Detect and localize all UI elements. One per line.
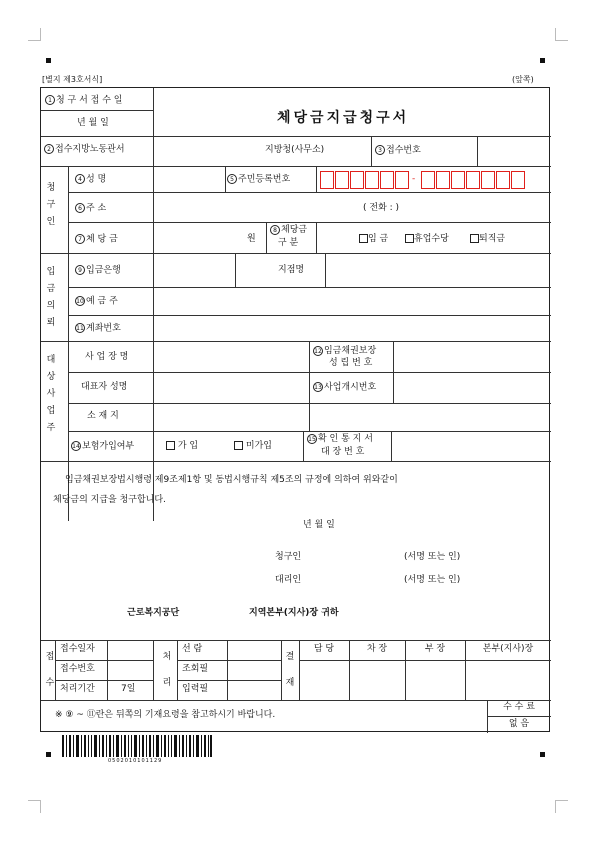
form-reference: [별지 제3호서식] bbox=[42, 75, 103, 84]
phone-field[interactable]: ( 전화 : ) bbox=[363, 203, 400, 213]
approval-group-label: 결재 bbox=[285, 652, 295, 688]
bank-label: 9 입금은행 bbox=[75, 265, 121, 277]
fee-label: 수 수 료 bbox=[503, 702, 535, 712]
receipt-number-row-label: 접수번호 bbox=[60, 664, 95, 674]
payment-type-label: 8 체당금 구 분 bbox=[270, 224, 307, 250]
registration-mark bbox=[540, 752, 545, 757]
form-title: 체당금지급청구서 bbox=[277, 110, 410, 126]
input-row-label: 입력필 bbox=[182, 684, 209, 694]
insurance-no-checkbox[interactable]: 미가입 bbox=[234, 441, 272, 452]
insurance-yes-checkbox[interactable]: 가 입 bbox=[166, 441, 198, 452]
statement-date[interactable]: 년 월 일 bbox=[303, 520, 335, 530]
addressee: 지역본부(지사)장 귀하 bbox=[249, 608, 339, 618]
business-name-label: 사 업 장 명 bbox=[85, 352, 129, 362]
amount-label: 7 체 당 금 bbox=[75, 234, 118, 246]
claimant-group-label: 청구인 bbox=[46, 183, 56, 227]
page-side-label: (앞쪽) bbox=[512, 75, 534, 84]
type-severance-checkbox[interactable]: 퇴직금 bbox=[470, 234, 505, 245]
branch-label: 지점명 bbox=[278, 265, 305, 275]
rrn-dash: - bbox=[412, 174, 416, 184]
amount-unit: 원 bbox=[247, 234, 256, 244]
barcode bbox=[62, 735, 212, 757]
registration-mark bbox=[46, 752, 51, 757]
agent-signature-label: 대리인 bbox=[275, 575, 302, 585]
processing-period-value: 7일 bbox=[121, 684, 136, 694]
business-start-label: 13 사업개시번호 bbox=[314, 382, 377, 393]
barcode-number: 0502010101129 bbox=[108, 758, 163, 764]
inquiry-row-label: 조회필 bbox=[182, 664, 209, 674]
name-label: 4 성 명 bbox=[75, 174, 106, 186]
instruction-note: ※ ⑨ ~ ⑪란은 뒤쪽의 기재요령을 참고하시기 바랍니다. bbox=[55, 710, 276, 720]
approval-col-head: 본부(지사)장 bbox=[482, 644, 534, 654]
crop-mark-tr bbox=[555, 28, 568, 41]
agency-name: 근로복지공단 bbox=[127, 608, 180, 618]
representative-label: 대표자 성명 bbox=[81, 382, 128, 392]
statement-line-2: 체당금의 지급을 청구합니다. bbox=[53, 495, 166, 505]
approval-col-staff: 담 당 bbox=[313, 644, 335, 654]
guarantee-number-label: 12 임금채권보장 성 립 번 호 bbox=[314, 346, 377, 368]
fee-value: 없 음 bbox=[508, 719, 530, 729]
receipt-date-label: 1 청 구 서 접 수 일 bbox=[45, 95, 122, 107]
statement-line-1: 임금채권보장법시행령 제9조제1항 및 동법시행규칙 제5조의 규정에 의하여 위와같이 bbox=[65, 475, 398, 485]
receipt-number-label: 3 접수번호 bbox=[375, 145, 421, 157]
approval-col-deputy: 차 장 bbox=[366, 644, 388, 654]
confirmation-notice-label: 15 확 인 통 지 서 대 장 번 호 bbox=[308, 434, 373, 457]
claimant-signature-field[interactable]: (서명 또는 인) bbox=[404, 552, 461, 562]
processing-period-row-label: 처리기간 bbox=[60, 684, 95, 694]
location-label: 소 재 지 bbox=[87, 411, 119, 421]
type-leave-allowance-checkbox[interactable]: 휴업수당 bbox=[405, 234, 449, 245]
address-label: 6 주 소 bbox=[75, 203, 106, 215]
account-holder-label: 10 예 금 주 bbox=[76, 296, 118, 307]
approval-col-manager: 부 장 bbox=[424, 644, 446, 654]
claim-form bbox=[40, 87, 550, 732]
circulation-row-label: 선 람 bbox=[182, 644, 203, 654]
receipt-date-row-label: 접수일자 bbox=[60, 644, 95, 654]
registration-mark bbox=[46, 58, 51, 63]
crop-mark-bl bbox=[28, 800, 41, 813]
office-value[interactable]: 지방청(사무소) bbox=[265, 145, 325, 155]
rrn-input[interactable] bbox=[320, 171, 550, 189]
agent-signature-field[interactable]: (서명 또는 인) bbox=[404, 575, 461, 585]
bank-group-label: 입금의뢰 bbox=[46, 267, 56, 328]
registration-mark bbox=[540, 58, 545, 63]
insurance-label: 14 보험가입여부 bbox=[72, 441, 135, 452]
receipt-date-value[interactable]: 년 월 일 bbox=[77, 118, 109, 128]
crop-mark-br bbox=[555, 800, 568, 813]
office-label: 2 접수지방노동관서 bbox=[44, 144, 125, 156]
rrn-label: 5 주민등록번호 bbox=[227, 174, 290, 186]
receipt-group-label: 접수 bbox=[45, 652, 55, 688]
account-number-label: 11 계좌번호 bbox=[76, 323, 121, 334]
crop-mark-tl bbox=[28, 28, 41, 41]
claimant-signature-label: 청구인 bbox=[275, 552, 302, 562]
business-group-label: 대상사업주 bbox=[46, 355, 56, 433]
type-wage-checkbox[interactable]: 임 금 bbox=[359, 234, 388, 245]
processing-group-label: 처리 bbox=[162, 652, 172, 688]
